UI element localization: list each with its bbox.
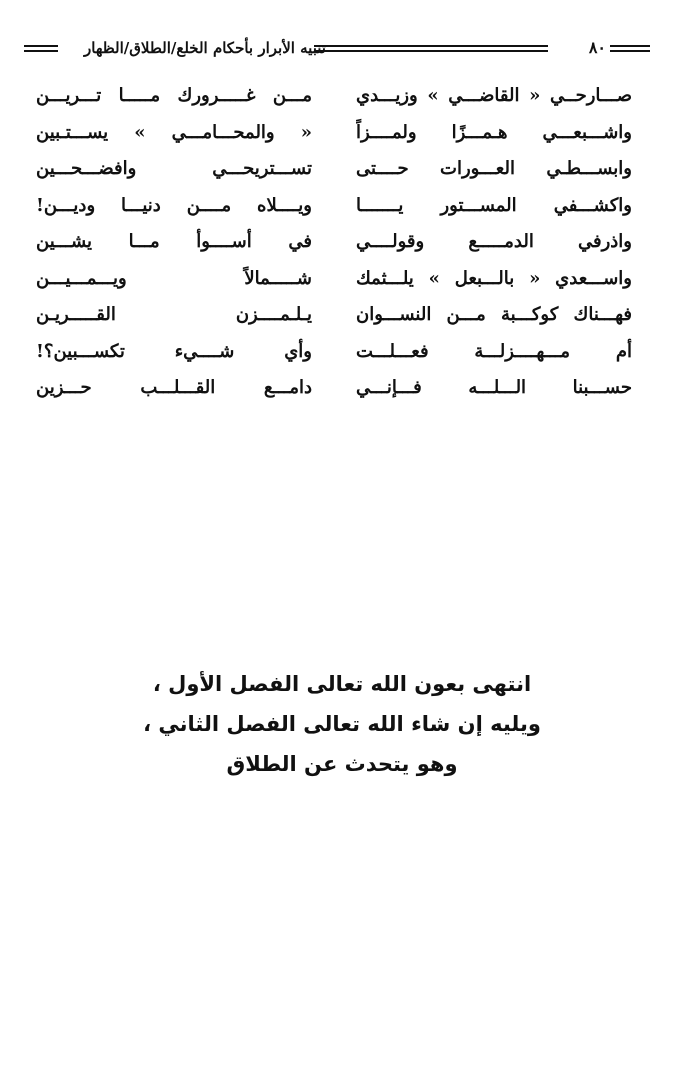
header-rule-right (610, 45, 650, 52)
verse-second-hemistich: مـــن غـــــرورك مـــــا تـــريـــن (36, 85, 312, 106)
closing-line-next-chapter: ويليه إن شاء الله تعالى الفصل الثاني ، (143, 712, 541, 736)
verse-second-hemistich: دامـــع القـــلـــب حـــزين (36, 377, 312, 398)
header-rule-middle (314, 45, 548, 52)
verse-first-hemistich: وابســـطـي العـــورات حــــتى (356, 158, 632, 179)
verse-second-hemistich: وأي شــــيء تكســـبين؟! (36, 340, 312, 362)
header-rule-left (24, 45, 58, 52)
verse-second-hemistich: تســـتريحـــي وافضـــحـــين (36, 158, 312, 179)
verse-second-hemistich: « والمحـــامـــي » يســـتـبين (36, 121, 312, 143)
page-number: ٨٠ (588, 38, 606, 57)
verse-first-hemistich: واذرفي الدمـــــع وقولــــي (356, 231, 632, 252)
poem (36, 80, 632, 409)
closing-line-end-of-chapter: انتهى بعون الله تعالى الفصل الأول ، (152, 672, 532, 696)
header-title: تنبيه الأبرار بأحكام الخلع/الطلاق/الظهار (84, 39, 326, 57)
verse-first-hemistich: حســـبنا الـــلـــه فـــإنـــي (356, 377, 632, 398)
verse-second-hemistich: يـلـمــــزن القـــــريـن (36, 304, 312, 325)
verse-second-hemistich: ويــــلاه مــــن دنيـــا وديـــن! (36, 194, 312, 216)
poem-verse (36, 263, 632, 300)
verse-second-hemistich: شـــــمالاً ويـــمـــيـــن (36, 267, 312, 289)
running-header (24, 36, 652, 62)
poem-verse (36, 336, 632, 373)
poem-verse (36, 190, 632, 227)
poem-verse (36, 226, 632, 263)
verse-first-hemistich: واكشـــفي المســـتور يـــــــا (356, 194, 632, 216)
poem-verse (36, 299, 632, 336)
verse-first-hemistich: أم مـــهــــزلـــة فعـــلـــت (356, 340, 632, 362)
closing-line-topic: وهو يتحدث عن الطلاق (226, 752, 458, 776)
verse-first-hemistich: صـــارحــي « القاضـــي » وزيـــدي (356, 85, 632, 106)
poem-verse (36, 372, 632, 409)
verse-first-hemistich: واشـــبعـــي هـمـــزًا ولمــــزاً (356, 121, 632, 143)
poem-verse (36, 80, 632, 117)
verse-second-hemistich: في أســــوأ مـــا يشـــين (36, 231, 312, 252)
verse-first-hemistich: فهـــناك كوكـــبة مـــن النســـوان (356, 304, 632, 325)
verse-first-hemistich: واســـعدي « بالـــبعل » يلـــثمك (356, 267, 632, 289)
poem-verse (36, 117, 632, 154)
chapter-closing-note (120, 664, 564, 784)
poem-verse (36, 153, 632, 190)
